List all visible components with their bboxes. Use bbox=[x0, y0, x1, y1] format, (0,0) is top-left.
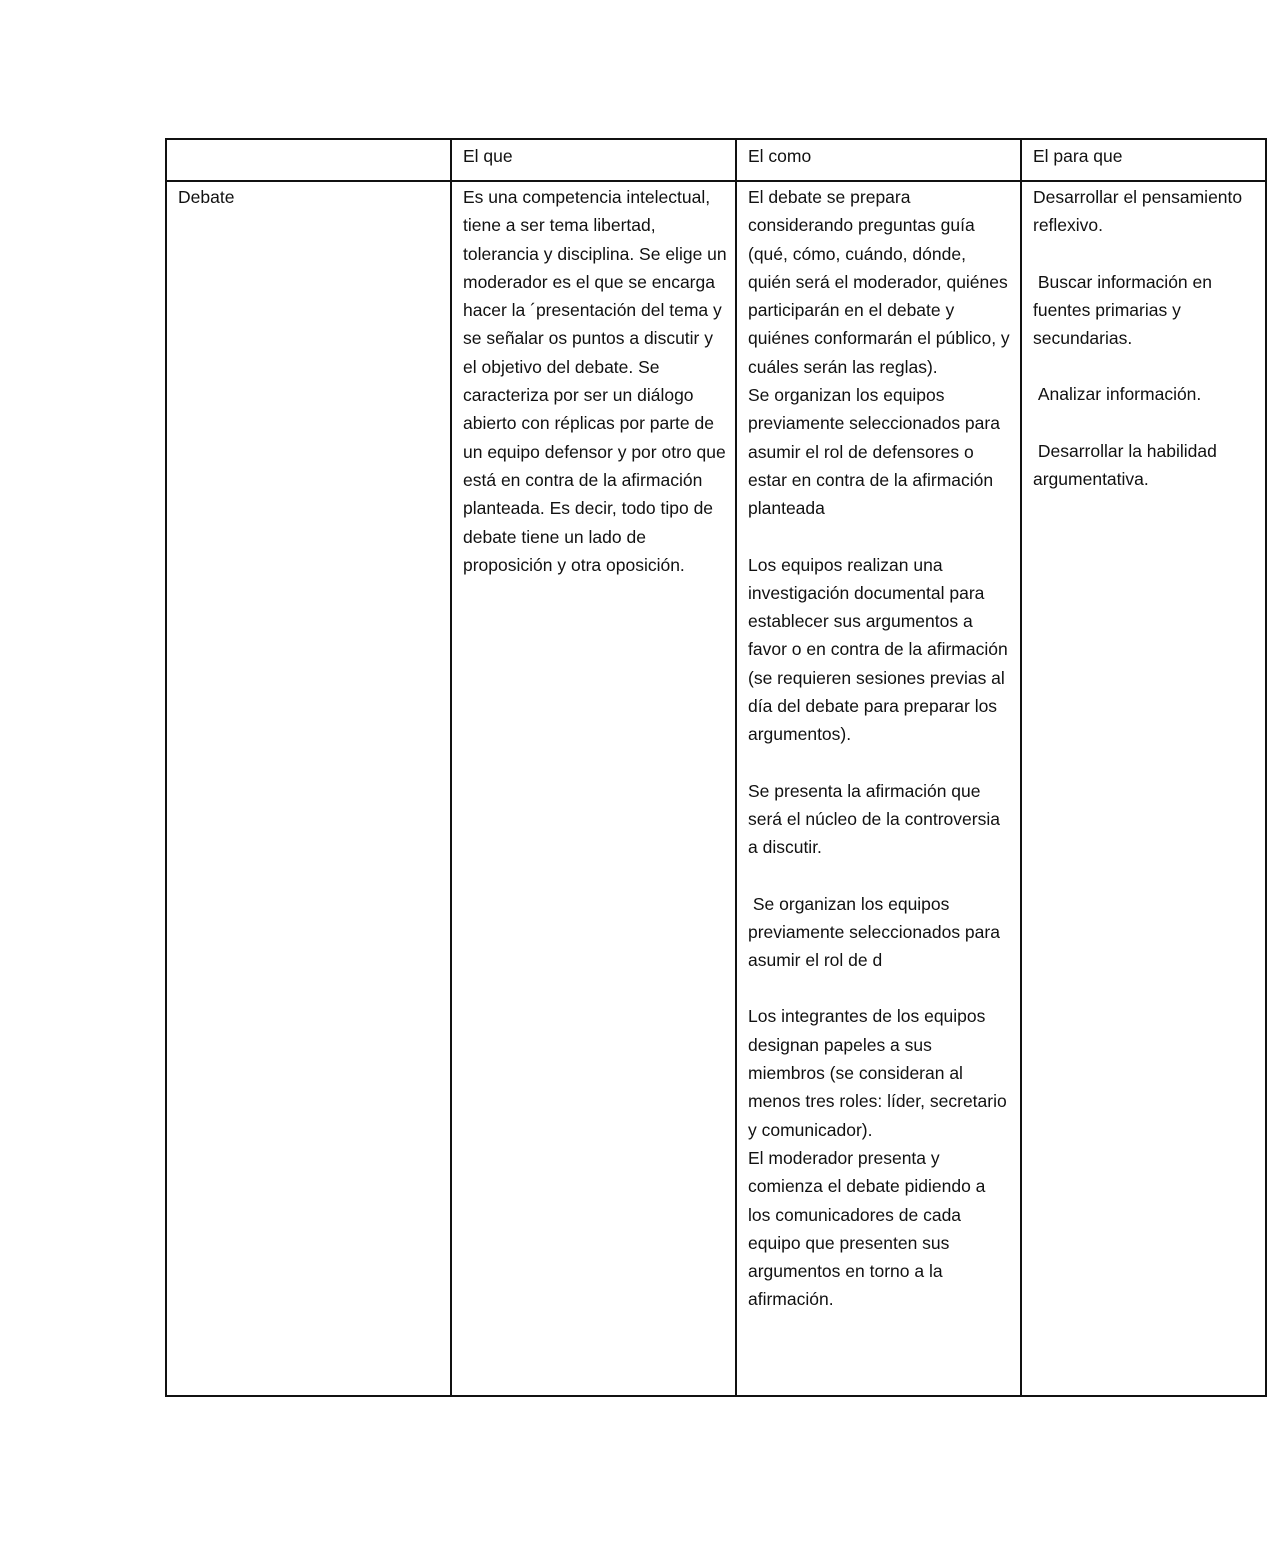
row-label: Debate bbox=[178, 187, 235, 207]
el-como-paragraph-1: El debate se prepara considerando preguntas guía (qué, cómo, cuándo, dónde, quién será el moderador, quiénes participarán en el debate y quiénes conformarán el público, y cuáles serán las reglas). bbox=[748, 187, 1015, 377]
el-como-paragraph-5: Se organizan los equipos previamente seleccionados para asumir el rol de d bbox=[748, 893, 1005, 971]
table-row bbox=[166, 181, 1266, 1396]
el-como-paragraph-7: El moderador presenta y comienza el debate pidiendo a los comunicadores de cada equipo que presenten sus argumentos en torno a la afirmación. bbox=[748, 1147, 991, 1310]
el-para-que-cell bbox=[1021, 181, 1266, 1396]
header-cell-el-que: El que bbox=[451, 139, 736, 181]
el-para-que-item-4: Desarrollar la habilidad argumentativa. bbox=[1033, 440, 1222, 490]
el-como-paragraph-4: Se presenta la afirmación que será el núcleo de la controversia a discutir. bbox=[748, 780, 1005, 858]
header-cell-el-como: El como bbox=[736, 139, 1021, 181]
el-para-que-item-2: Buscar información en fuentes primarias y secundarias. bbox=[1033, 271, 1217, 349]
el-como-paragraph-2: Se organizan los equipos previamente seleccionados para asumir el rol de defensores o estar en contra de la afirmación planteada bbox=[748, 385, 1005, 519]
el-como-paragraph-3: Los equipos realizan una investigación documental para establecer sus argumentos a favor o en contra de la afirmación (se requieren sesiones previas al día del debate para preparar los argumentos). bbox=[748, 554, 1013, 745]
el-que-cell bbox=[451, 181, 736, 1396]
el-que-text: Es una competencia intelectual, tiene a ser tema libertad, tolerancia y disciplina. Se elige un moderador es el que se encarga hacer la ´presentación del tema y se señalar os puntos a discutir y el objetivo del debate. Se caracteriza por ser un diálogo abierto con réplicas por parte de un equipo defensor y por otro que está en contra de la afirmación planteada. Es decir, todo tipo de debate tiene un lado de proposición y otra oposición. bbox=[463, 187, 732, 575]
table-header-row bbox=[166, 139, 1266, 181]
row-label-cell bbox=[166, 181, 451, 1396]
header-cell-el-para-que: El para que bbox=[1021, 139, 1266, 181]
header-cell-empty bbox=[166, 139, 451, 181]
el-para-que-item-3: Analizar información. bbox=[1033, 384, 1202, 405]
comparison-table bbox=[165, 138, 1267, 1397]
el-como-paragraph-6: Los integrantes de los equipos designan papeles a sus miembros (se consideran al menos tres roles: líder, secretario y comunicador). bbox=[748, 1006, 1012, 1140]
el-para-que-item-1: Desarrollar el pensamiento reflexivo. bbox=[1033, 187, 1248, 236]
el-como-cell bbox=[736, 181, 1021, 1396]
